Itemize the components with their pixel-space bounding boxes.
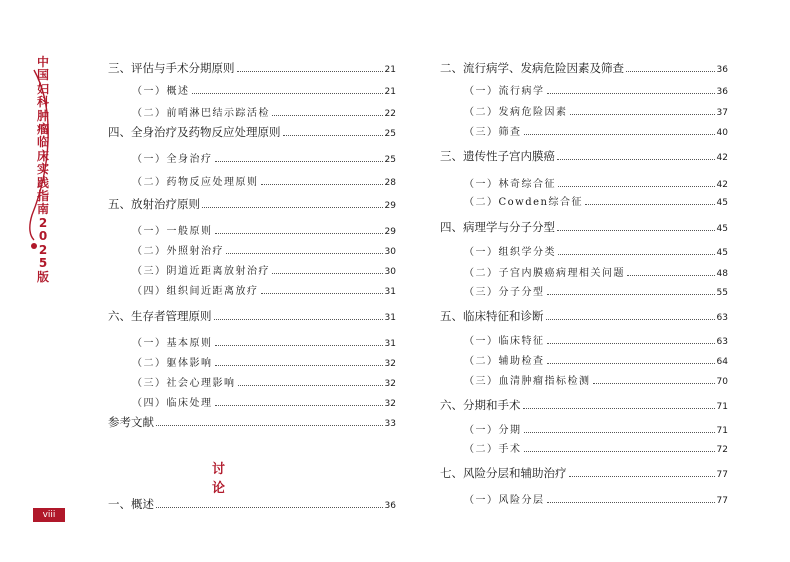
toc-subsection-entry[interactable] bbox=[108, 394, 396, 410]
toc-entry-page: 37 bbox=[716, 108, 728, 118]
toc-entry-page: 31 bbox=[384, 313, 396, 323]
toc-entry-title: 一、概述 bbox=[108, 497, 154, 511]
dot-leader bbox=[215, 161, 383, 162]
dot-leader bbox=[156, 507, 383, 508]
toc-entry-title: 二、流行病学、发病危险因素及筛查 bbox=[440, 61, 624, 75]
toc-entry-page: 31 bbox=[384, 287, 396, 297]
toc-entry-page: 28 bbox=[384, 178, 396, 188]
dot-leader bbox=[524, 134, 715, 135]
toc-entry-title: （三）血清肿瘤指标检测 bbox=[464, 376, 591, 387]
toc-entry-title: 三、评估与手术分期原则 bbox=[108, 61, 235, 75]
toc-subsection-entry[interactable] bbox=[440, 372, 728, 388]
toc-entry-title: 四、病理学与分子分型 bbox=[440, 220, 555, 234]
toc-entry-title: （二）药物反应处理原则 bbox=[132, 177, 259, 188]
toc-entry-page: 36 bbox=[716, 87, 728, 97]
dot-leader bbox=[547, 363, 715, 364]
toc-subsection-entry[interactable] bbox=[440, 243, 728, 259]
toc-entry-page: 71 bbox=[716, 402, 728, 412]
toc-subsection-entry[interactable] bbox=[440, 352, 728, 368]
toc-subsection-entry[interactable] bbox=[108, 104, 396, 120]
dot-leader bbox=[524, 432, 715, 433]
toc-entry-page: 63 bbox=[716, 337, 728, 347]
dot-leader bbox=[272, 273, 383, 274]
toc-section-entry[interactable] bbox=[440, 60, 728, 76]
toc-entry-title: （一）一般原则 bbox=[132, 226, 213, 237]
dot-leader bbox=[626, 71, 715, 72]
toc-subsection-entry[interactable] bbox=[108, 222, 396, 238]
toc-entry-title: 五、临床特征和诊断 bbox=[440, 309, 544, 323]
dot-leader bbox=[215, 345, 383, 346]
discussion-heading: 讨 论 bbox=[212, 462, 267, 496]
toc-subsection-entry[interactable] bbox=[440, 491, 728, 507]
dot-leader bbox=[547, 502, 715, 503]
dot-leader bbox=[215, 233, 383, 234]
toc-entry-title: （三）筛查 bbox=[464, 127, 522, 138]
toc-section-entry[interactable] bbox=[440, 308, 728, 324]
toc-entry-page: 42 bbox=[716, 153, 728, 163]
toc-entry-title: （三）社会心理影响 bbox=[132, 378, 236, 389]
toc-subsection-entry[interactable] bbox=[440, 123, 728, 139]
toc-entry-page: 32 bbox=[384, 359, 396, 369]
toc-subsection-entry[interactable] bbox=[440, 332, 728, 348]
toc-entry-page: 25 bbox=[384, 155, 396, 165]
toc-entry-title: （二）发病危险因素 bbox=[464, 107, 568, 118]
toc-section-entry[interactable] bbox=[440, 148, 728, 164]
toc-entry-page: 45 bbox=[716, 198, 728, 208]
dot-leader bbox=[627, 275, 715, 276]
toc-subsection-entry[interactable] bbox=[440, 82, 728, 98]
dot-leader bbox=[524, 451, 715, 452]
toc-entry-title: 五、放射治疗原则 bbox=[108, 197, 200, 211]
dot-leader bbox=[192, 93, 383, 94]
toc-subsection-entry[interactable] bbox=[108, 262, 396, 278]
dot-leader bbox=[547, 294, 715, 295]
toc-section-entry[interactable] bbox=[108, 496, 396, 512]
dot-leader bbox=[156, 425, 383, 426]
toc-subsection-entry[interactable] bbox=[440, 193, 728, 209]
toc-entry-title: （二）Cowden综合征 bbox=[464, 197, 583, 208]
toc-entry-title: （二）子宫内膜癌病理相关问题 bbox=[464, 268, 625, 279]
toc-entry-title: （一）概述 bbox=[132, 86, 190, 97]
toc-entry-title: 七、风险分层和辅助治疗 bbox=[440, 466, 567, 480]
toc-entry-page: 45 bbox=[716, 248, 728, 258]
dot-leader bbox=[557, 230, 715, 231]
toc-entry-title: 四、全身治疗及药物反应处理原则 bbox=[108, 125, 281, 139]
toc-subsection-entry[interactable] bbox=[440, 103, 728, 119]
toc-entry-title: （一）分期 bbox=[464, 425, 522, 436]
toc-entry-page: 31 bbox=[384, 339, 396, 349]
dot-leader bbox=[238, 385, 383, 386]
dot-leader bbox=[261, 293, 383, 294]
toc-subsection-entry[interactable] bbox=[440, 421, 728, 437]
toc-entry-page: 42 bbox=[716, 180, 728, 190]
toc-entry-title: （一）临床特征 bbox=[464, 336, 545, 347]
toc-subsection-entry[interactable] bbox=[440, 264, 728, 280]
toc-entry-title: （四）组织间近距离放疗 bbox=[132, 286, 259, 297]
side-book-title: 中国妇科肿瘤临床实践指南2025版 bbox=[36, 55, 49, 284]
toc-entry-title: （一）基本原则 bbox=[132, 338, 213, 349]
dot-leader bbox=[557, 159, 715, 160]
toc-entry-page: 77 bbox=[716, 470, 728, 480]
dot-leader bbox=[585, 204, 715, 205]
toc-entry-page: 71 bbox=[716, 426, 728, 436]
toc-entry-page: 33 bbox=[384, 419, 396, 429]
toc-entry-page: 64 bbox=[716, 357, 728, 367]
dot-leader bbox=[593, 383, 715, 384]
toc-entry-page: 21 bbox=[384, 65, 396, 75]
toc-section-entry[interactable] bbox=[108, 124, 396, 140]
toc-entry-title: 参考文献 bbox=[108, 415, 154, 429]
toc-subsection-entry[interactable] bbox=[108, 173, 396, 189]
toc-entry-page: 70 bbox=[716, 377, 728, 387]
toc-entry-title: （二）手术 bbox=[464, 444, 522, 455]
toc-entry-title: （三）分子分型 bbox=[464, 287, 545, 298]
toc-section-entry[interactable] bbox=[440, 219, 728, 235]
toc-entry-page: 30 bbox=[384, 267, 396, 277]
toc-entry-page: 21 bbox=[384, 87, 396, 97]
toc-section-entry[interactable] bbox=[108, 60, 396, 76]
toc-entry-title: 六、生存者管理原则 bbox=[108, 309, 212, 323]
toc-entry-page: 45 bbox=[716, 224, 728, 234]
dot-leader bbox=[226, 253, 383, 254]
toc-entry-title: （一）风险分层 bbox=[464, 495, 545, 506]
toc-subsection-entry[interactable] bbox=[108, 354, 396, 370]
toc-entry-title: （二）辅助检查 bbox=[464, 356, 545, 367]
dot-leader bbox=[202, 207, 383, 208]
dot-leader bbox=[547, 343, 715, 344]
toc-subsection-entry[interactable] bbox=[108, 374, 396, 390]
toc-entry-page: 32 bbox=[384, 379, 396, 389]
toc-entry-page: 29 bbox=[384, 227, 396, 237]
toc-entry-title: （三）阴道近距离放射治疗 bbox=[132, 266, 270, 277]
toc-entry-title: （一）林奇综合征 bbox=[464, 179, 556, 190]
toc-entry-page: 36 bbox=[384, 501, 396, 511]
dot-leader bbox=[237, 71, 383, 72]
toc-section-entry[interactable] bbox=[108, 308, 396, 324]
dot-leader bbox=[546, 319, 715, 320]
toc-entry-page: 63 bbox=[716, 313, 728, 323]
toc-subsection-entry[interactable] bbox=[440, 175, 728, 191]
toc-subsection-entry[interactable] bbox=[440, 440, 728, 456]
toc-section-entry[interactable] bbox=[440, 397, 728, 413]
toc-subsection-entry[interactable] bbox=[108, 282, 396, 298]
toc-section-entry[interactable] bbox=[440, 465, 728, 481]
toc-entry-page: 48 bbox=[716, 269, 728, 279]
toc-entry-page: 22 bbox=[384, 109, 396, 119]
toc-entry-page: 30 bbox=[384, 247, 396, 257]
toc-entry-title: （一）流行病学 bbox=[464, 86, 545, 97]
toc-entry-page: 40 bbox=[716, 128, 728, 138]
dot-leader bbox=[215, 405, 383, 406]
dot-leader bbox=[215, 365, 383, 366]
dot-leader bbox=[570, 114, 715, 115]
toc-entry-title: （二）躯体影响 bbox=[132, 358, 213, 369]
toc-entry-title: （四）临床处理 bbox=[132, 398, 213, 409]
toc-entry-page: 55 bbox=[716, 288, 728, 298]
toc-entry-title: （一）组织学分类 bbox=[464, 247, 556, 258]
toc-section-entry[interactable] bbox=[108, 196, 396, 212]
dot-leader bbox=[569, 476, 715, 477]
toc-section-entry[interactable] bbox=[108, 414, 396, 430]
toc-entry-title: （二）前哨淋巴结示踪活检 bbox=[132, 108, 270, 119]
toc-subsection-entry[interactable] bbox=[108, 334, 396, 350]
toc-entry-title: （二）外照射治疗 bbox=[132, 246, 224, 257]
toc-entry-title: 六、分期和手术 bbox=[440, 398, 521, 412]
toc-subsection-entry[interactable] bbox=[108, 150, 396, 166]
toc-entry-title: 三、遗传性子宫内膜癌 bbox=[440, 149, 555, 163]
dot-leader bbox=[558, 186, 715, 187]
page-number: viii bbox=[33, 508, 65, 522]
toc-subsection-entry[interactable] bbox=[108, 82, 396, 98]
dot-leader bbox=[214, 319, 383, 320]
dot-leader bbox=[261, 184, 383, 185]
toc-entry-page: 29 bbox=[384, 201, 396, 211]
toc-entry-page: 72 bbox=[716, 445, 728, 455]
toc-entry-page: 32 bbox=[384, 399, 396, 409]
toc-entry-page: 25 bbox=[384, 129, 396, 139]
dot-leader bbox=[558, 254, 715, 255]
dot-leader bbox=[547, 93, 715, 94]
toc-entry-page: 77 bbox=[716, 496, 728, 506]
toc-subsection-entry[interactable] bbox=[108, 242, 396, 258]
toc-subsection-entry[interactable] bbox=[440, 283, 728, 299]
dot-leader bbox=[283, 135, 383, 136]
toc-entry-title: （一）全身治疗 bbox=[132, 154, 213, 165]
dot-leader bbox=[523, 408, 715, 409]
dot-leader bbox=[272, 115, 383, 116]
toc-entry-page: 36 bbox=[716, 65, 728, 75]
